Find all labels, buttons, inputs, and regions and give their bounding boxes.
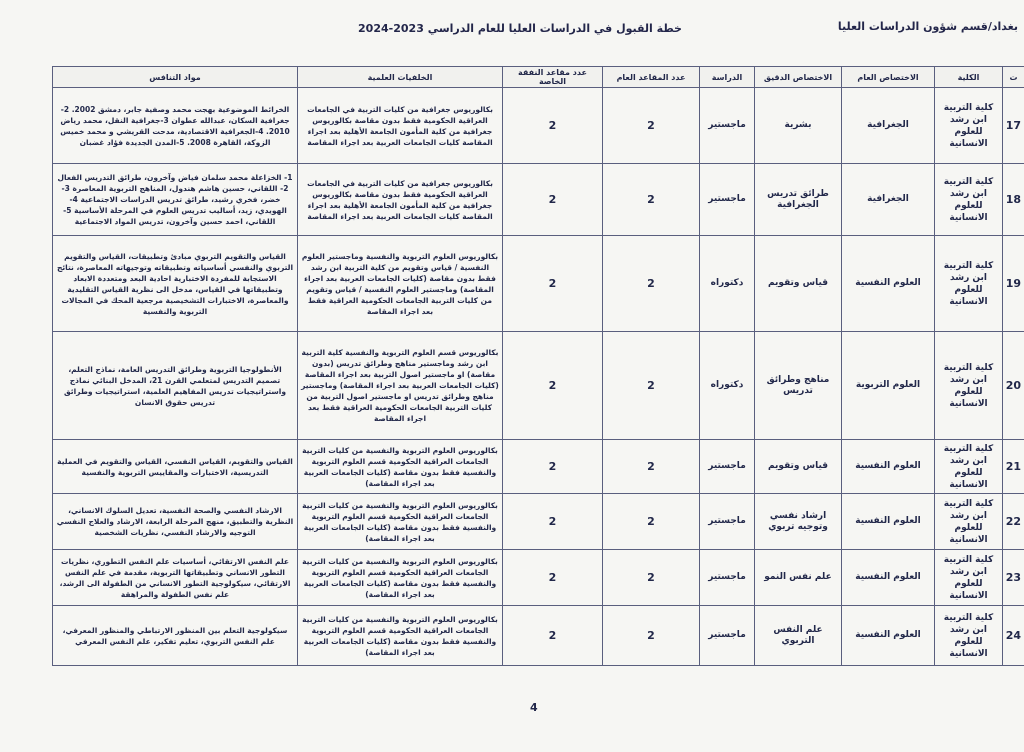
row-general: الجغرافية bbox=[842, 88, 935, 164]
row-seq: 19 bbox=[1003, 236, 1024, 332]
row-seq: 22 bbox=[1003, 494, 1024, 550]
row-specific: ارشاد نفسي وتوجيه تربوي bbox=[755, 494, 842, 550]
col-subjects: مواد التنافس bbox=[53, 67, 298, 88]
row-seq: 17 bbox=[1003, 88, 1024, 164]
row-backgrounds: بكالوريوس العلوم التربوية والنفسية وماجستير العلوم النفسية / قياس وتقويم من كلية التربية ابن رشد فقط بدون مقاصة (كليات الجامعات العربية بعد اجراء المقاصة) وماجستير العلوم النفسية / قياس وتقويم من كليات التربية الجامعات الحكومية العراقية فقط بعد اجراء المقاصة bbox=[298, 236, 503, 332]
row-specific: مناهج وطرائق تدريس bbox=[755, 332, 842, 440]
row-specific: علم نفس النمو bbox=[755, 550, 842, 606]
row-private-seats: 2 bbox=[503, 606, 603, 666]
row-private-seats: 2 bbox=[503, 550, 603, 606]
row-general-seats: 2 bbox=[603, 494, 700, 550]
row-backgrounds: بكالوريوس جغرافية من كليات التربية في الجامعات العراقية الحكومية فقط بدون مقاصة بكالوريوس جغرافية من كلية المأمون الجامعة الأهلية بعد اجراء المقاصة كليات الجامعات العربية بعد اجراء المقاصة bbox=[298, 164, 503, 236]
row-private-seats: 2 bbox=[503, 164, 603, 236]
row-general: العلوم النفسية bbox=[842, 440, 935, 494]
row-general-seats: 2 bbox=[603, 164, 700, 236]
row-study: ماجستير bbox=[700, 88, 755, 164]
row-subjects: القياس والتقويم، القياس النفسي، القياس والتقويم في العملية التدريسية، الاختبارات والمقاييس التربوية والنفسية bbox=[53, 440, 298, 494]
row-study: ماجستير bbox=[700, 494, 755, 550]
table-row bbox=[53, 88, 1024, 164]
col-private-seats: عدد مقاعد النفقة الخاصة bbox=[503, 67, 603, 88]
row-study: ماجستير bbox=[700, 606, 755, 666]
table-row bbox=[53, 164, 1024, 236]
row-study: ماجستير bbox=[700, 550, 755, 606]
col-general-seats: عدد المقاعد العام bbox=[603, 67, 700, 88]
row-private-seats: 2 bbox=[503, 88, 603, 164]
row-subjects: علم النفس الارتقائي، أساسيات علم النفس التطوري، نظريات التطور الانساني وتطبيقاتها التربوية، مقدمة في علم النفس الارتقائي، سيكولوجية التطور الانساني من الطفولة الى الرشد، علم نفس الطفولة والمراهقة bbox=[53, 550, 298, 606]
table-row bbox=[53, 550, 1024, 606]
row-seq: 20 bbox=[1003, 332, 1024, 440]
row-subjects: 1- الخزاعلة محمد سلمان فياض وآخرون، طرائق التدريس الفعال 2- اللقاني، حسين هاشم هندول، المناهج التربوية المعاصرة 3- خضر، فخري رشيد، طرائق تدريس الدراسات الاجتماعية 4- الهويدي، زيد، أساليب تدريس العلوم في المرحلة الأساسية 5- اللقاني، احمد حسين وآخرون، تدريس المواد الاجتماعية bbox=[53, 164, 298, 236]
row-college: كلية التربية ابن رشد للعلوم الانسانية bbox=[935, 88, 1003, 164]
row-college: كلية التربية ابن رشد للعلوم الانسانية bbox=[935, 164, 1003, 236]
row-seq: 21 bbox=[1003, 440, 1024, 494]
row-specific: بشرية bbox=[755, 88, 842, 164]
col-backgrounds: الخلفيات العلمية bbox=[298, 67, 503, 88]
row-college: كلية التربية ابن رشد للعلوم الانسانية bbox=[935, 550, 1003, 606]
col-specific-specialization: الاختصاص الدقيق bbox=[755, 67, 842, 88]
row-backgrounds: بكالوريوس جغرافية من كليات التربية في الجامعات العراقية الحكومية فقط بدون مقاصة بكالوريوس جغرافية من كلية المأمون الجامعة الأهلية بعد اجراء المقاصة كليات الجامعات العربية بعد اجراء المقاصة bbox=[298, 88, 503, 164]
col-seq: ت bbox=[1003, 67, 1024, 88]
row-backgrounds: بكالوريوس العلوم التربوية والنفسية من كليات التربية الجامعات العراقية الحكومية قسم العلوم التربوية والنفسية فقط بدون مقاصة (كليات الجامعات العربية بعد اجراء المقاصة) bbox=[298, 550, 503, 606]
row-backgrounds: بكالوريوس العلوم التربوية والنفسية من كليات التربية الجامعات العراقية الحكومية قسم العلوم التربوية والنفسية فقط بدون مقاصة (كليات الجامعات العربية بعد اجراء المقاصة) bbox=[298, 440, 503, 494]
row-general: العلوم النفسية bbox=[842, 606, 935, 666]
row-subjects: سيكولوجية التعلم بين المنظور الارتباطي والمنظور المعرفي، علم النفس التربوي، تعليم تفكير، علم النفس المعرفي bbox=[53, 606, 298, 666]
row-subjects: القياس والتقويم التربوي مبادئ وتطبيقات، القياس والتقويم التربوي والنفسي أساسياته وتطبيقاته وتوجيهاته المعاصرة، نتائج الاستجابة للمفردة الاختبارية احادية البعد ومتعددة الابعاد وتطبيقاتها في القياس، مدخل الى نظرية القياس التقليدية والمعاصرة، الاختبارات التشخيصية مرجعية المحك في المجالات التربوية والنفسية bbox=[53, 236, 298, 332]
row-general-seats: 2 bbox=[603, 88, 700, 164]
row-seq: 24 bbox=[1003, 606, 1024, 666]
row-study: ماجستير bbox=[700, 164, 755, 236]
table-row bbox=[53, 332, 1024, 440]
plan-title: خطة القبول في الدراسات العليا للعام الدراسي 2023-2024 bbox=[358, 22, 682, 35]
row-subjects: الأنطولوجيا التربوية وطرائق التدريس العامة، نماذج التعلم، تصميم التدريس لمتعلمي القرن 21، المدخل البنائي نماذج واستراتيجيات تدريس المفاهيم العلمية، استراتيجيات وطرائق تدريس حقوق الانسان bbox=[53, 332, 298, 440]
row-private-seats: 2 bbox=[503, 332, 603, 440]
row-general-seats: 2 bbox=[603, 332, 700, 440]
table-row bbox=[53, 606, 1024, 666]
admission-plan-table bbox=[52, 66, 1024, 666]
row-college: كلية التربية ابن رشد للعلوم الانسانية bbox=[935, 494, 1003, 550]
row-general: العلوم النفسية bbox=[842, 236, 935, 332]
row-private-seats: 2 bbox=[503, 494, 603, 550]
row-college: كلية التربية ابن رشد للعلوم الانسانية bbox=[935, 332, 1003, 440]
row-college: كلية التربية ابن رشد للعلوم الانسانية bbox=[935, 440, 1003, 494]
row-seq: 23 bbox=[1003, 550, 1024, 606]
row-study: ماجستير bbox=[700, 440, 755, 494]
col-general-specialization: الاختصاص العام bbox=[842, 67, 935, 88]
row-general-seats: 2 bbox=[603, 440, 700, 494]
row-backgrounds: بكالوريوس العلوم التربوية والنفسية من كليات التربية الجامعات العراقية الحكومية قسم العلوم التربوية والنفسية فقط بدون مقاصة (كليات الجامعات العربية بعد اجراء المقاصة) bbox=[298, 606, 503, 666]
row-backgrounds: بكالوريوس العلوم التربوية والنفسية من كليات التربية الجامعات العراقية الحكومية قسم العلوم التربوية والنفسية فقط بدون مقاصة (كليات الجامعات العربية بعد اجراء المقاصة) bbox=[298, 494, 503, 550]
row-general: العلوم التربوية bbox=[842, 332, 935, 440]
table-header-row bbox=[53, 67, 1024, 88]
page-number: 4 bbox=[530, 701, 538, 714]
row-specific: علم النفس التربوي bbox=[755, 606, 842, 666]
table-row bbox=[53, 440, 1024, 494]
table-row bbox=[53, 236, 1024, 332]
col-college: الكلية bbox=[935, 67, 1003, 88]
department-header: بغداد/قسم شؤون الدراسات العليا bbox=[837, 20, 1018, 33]
row-study: دكتوراه bbox=[700, 332, 755, 440]
row-subjects: الخرائط الموضوعية بهجت محمد وصفية جابر، دمشق 2002. 2-جغرافية السكان، عبدالله عطوان 3-جغرافية النقل، محمد رياض 2010. 4-الجغرافية الاقتصادية، مدحت القريشي و محمد خميس الزوكة، القاهرة 2008. 5-المدن الجديدة فؤاد غضبان bbox=[53, 88, 298, 164]
row-subjects: الارشاد النفسي والصحة النفسية، تعديل السلوك الانساني، النظرية والتطبيق، منهج المرحلة الرابعة، الارشاد والعلاج النفسي التوجيه والارشاد النفسي، نظريات الشخصية bbox=[53, 494, 298, 550]
row-general-seats: 2 bbox=[603, 550, 700, 606]
row-private-seats: 2 bbox=[503, 440, 603, 494]
row-general-seats: 2 bbox=[603, 236, 700, 332]
row-college: كلية التربية ابن رشد للعلوم الانسانية bbox=[935, 236, 1003, 332]
col-study: الدراسة bbox=[700, 67, 755, 88]
row-general: العلوم النفسية bbox=[842, 550, 935, 606]
row-college: كلية التربية ابن رشد للعلوم الانسانية bbox=[935, 606, 1003, 666]
row-backgrounds: بكالوريوس قسم العلوم التربوية والنفسية كلية التربية ابن رشد وماجستير مناهج وطرائق تدريس (بدون مقاصة) او ماجستير اصول التربية بعد اجراء المقاصة (كليات الجامعات العربية بعد اجراء المقاصة) وماجستير مناهج وطرائق تدريس او ماجستير اصول التربية من كليات التربية الجامعات الحكومية العراقية فقط بعد اجراء المقاصة bbox=[298, 332, 503, 440]
row-general: العلوم النفسية bbox=[842, 494, 935, 550]
row-private-seats: 2 bbox=[503, 236, 603, 332]
row-seq: 18 bbox=[1003, 164, 1024, 236]
table-row bbox=[53, 494, 1024, 550]
row-specific: قياس وتقويم bbox=[755, 440, 842, 494]
row-specific: طرائق تدريس الجغرافية bbox=[755, 164, 842, 236]
row-general: الجغرافية bbox=[842, 164, 935, 236]
row-study: دكتوراه bbox=[700, 236, 755, 332]
row-general-seats: 2 bbox=[603, 606, 700, 666]
row-specific: قياس وتقويم bbox=[755, 236, 842, 332]
